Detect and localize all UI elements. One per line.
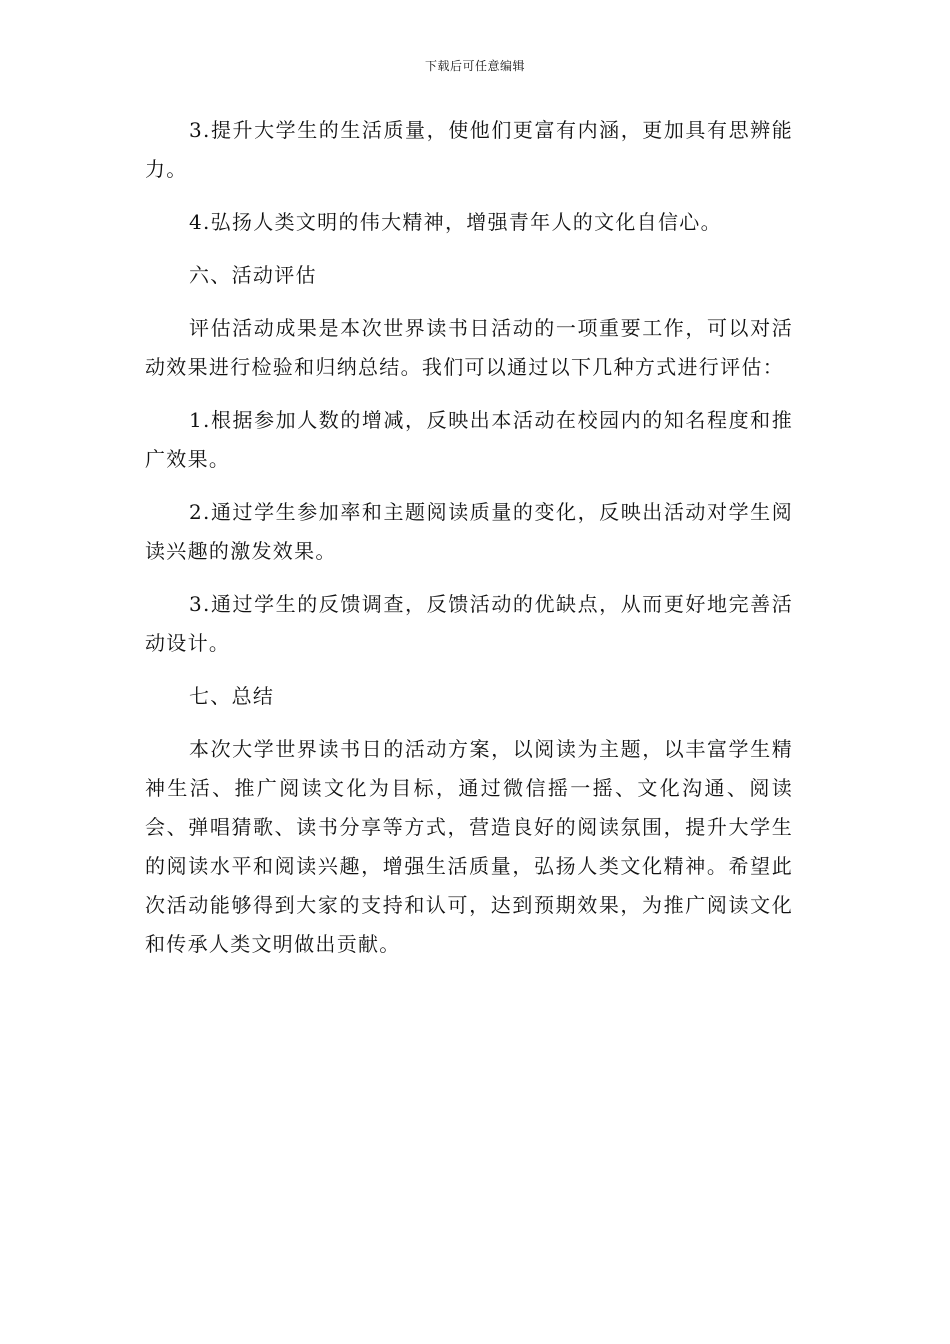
paragraph-evaluation-intro: 评估活动成果是本次世界读书日活动的一项重要工作，可以对活动效果进行检验和归纳总结。我们可以通过以下几种方式进行评估： bbox=[145, 316, 793, 379]
document-body bbox=[145, 111, 793, 978]
paragraph-summary: 本次大学世界读书日的活动方案，以阅读为主题，以丰富学生精神生活、推广阅读文化为目标，通过微信摇一摇、文化沟通、阅读会、弹唱猜歌、读书分享等方式，营造良好的阅读氛围，提升大学生的阅读水平和阅读兴趣，增强生活质量，弘扬人类文化精神。希望此次活动能够得到大家的支持和认可，达到预期效果，为推广阅读文化和传承人类文明做出贡献。 bbox=[145, 737, 793, 956]
paragraph-goal-3: 3.提升大学生的生活质量，使他们更富有内涵，更加具有思辨能力。 bbox=[145, 118, 793, 181]
paragraph-goal-4: 4.弘扬人类文明的伟大精神，增强青年人的文化自信心。 bbox=[189, 210, 722, 234]
paragraph-evaluation-3: 3.通过学生的反馈调查，反馈活动的优缺点，从而更好地完善活动设计。 bbox=[145, 592, 793, 655]
paragraph-evaluation-2: 2.通过学生参加率和主题阅读质量的变化，反映出活动对学生阅读兴趣的激发效果。 bbox=[145, 500, 793, 563]
section-heading-evaluation: 六、活动评估 bbox=[189, 263, 317, 287]
paragraph-evaluation-1: 1.根据参加人数的增减，反映出本活动在校园内的知名程度和推广效果。 bbox=[145, 408, 793, 471]
header-note: 下载后可任意编辑 bbox=[424, 59, 525, 73]
section-heading-summary: 七、总结 bbox=[189, 684, 275, 708]
